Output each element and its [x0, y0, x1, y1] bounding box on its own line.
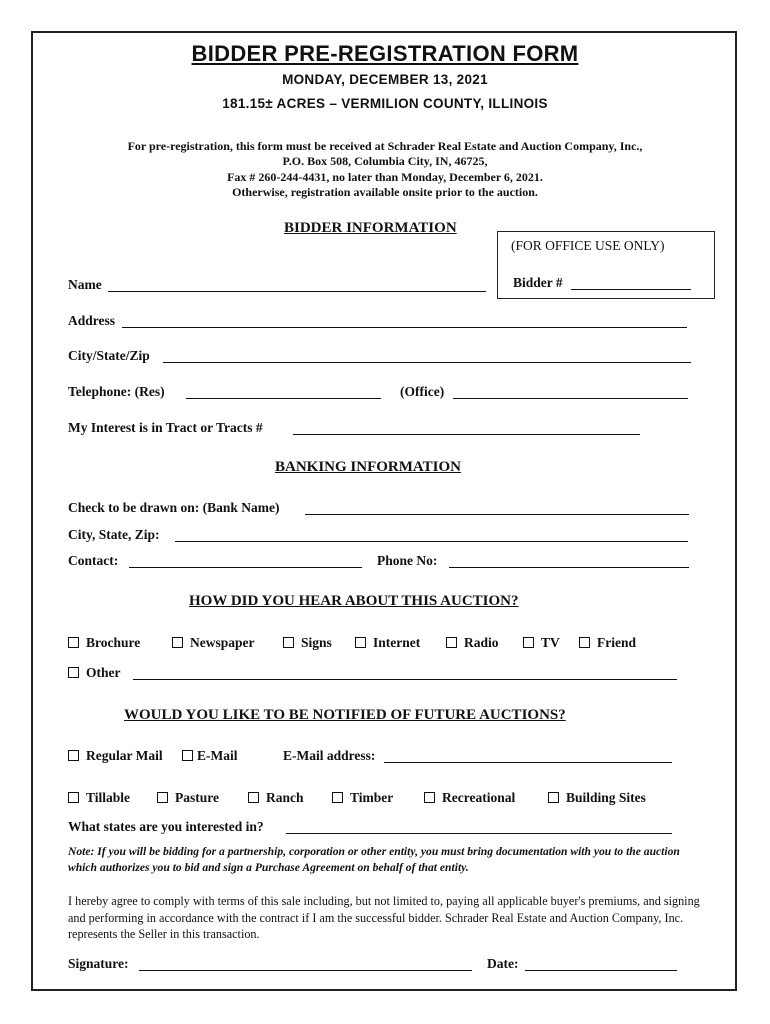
checkbox-icon[interactable] — [579, 637, 590, 648]
email-address-label: E-Mail address: — [283, 748, 376, 763]
telephone-office-label: (Office) — [400, 384, 445, 399]
telephone-res-label: Telephone: (Res) — [68, 384, 165, 399]
telephone-res-field[interactable] — [186, 398, 381, 399]
bank-city-field[interactable] — [175, 541, 688, 542]
telephone-office-field[interactable] — [453, 398, 688, 399]
checkbox-icon[interactable] — [157, 792, 168, 803]
office-use-label: (FOR OFFICE USE ONLY) — [511, 238, 665, 253]
states-field[interactable] — [286, 833, 672, 834]
hear-heading: HOW DID YOU HEAR ABOUT THIS AUCTION? — [189, 593, 519, 609]
checkbox-icon[interactable] — [248, 792, 259, 803]
checkbox-radio[interactable]: Radio — [446, 635, 499, 651]
checkbox-friend[interactable]: Friend — [579, 635, 636, 651]
city-state-zip-field[interactable] — [163, 362, 691, 363]
contact-label: Contact: — [68, 553, 119, 568]
checkbox-icon[interactable] — [355, 637, 366, 648]
signature-label: Signature: — [68, 956, 129, 971]
checkbox-icon[interactable] — [523, 637, 534, 648]
tract-interest-field[interactable] — [293, 434, 640, 435]
checkbox-building-sites[interactable]: Building Sites — [548, 790, 646, 806]
checkbox-icon[interactable] — [68, 667, 79, 678]
intro-line: For pre-registration, this form must be received at Schrader Real Estate and Auction Company, Inc., — [127, 139, 643, 153]
email-address-field[interactable] — [384, 762, 672, 763]
checkbox-icon[interactable] — [548, 792, 559, 803]
intro-line: Otherwise, registration available onsite prior to the auction. — [232, 184, 538, 199]
checkbox-brochure[interactable]: Brochure — [68, 635, 140, 651]
checkbox-icon[interactable] — [283, 637, 294, 648]
address-label: Address — [68, 313, 116, 328]
states-label: What states are you interested in? — [68, 819, 264, 834]
auction-date: MONDAY, DECEMBER 13, 2021 — [282, 72, 488, 87]
bank-city-label: City, State, Zip: — [68, 527, 160, 542]
contact-field[interactable] — [129, 567, 362, 568]
checkbox-tillable[interactable]: Tillable — [68, 790, 130, 806]
city-state-zip-label: City/State/Zip — [68, 348, 150, 363]
bidder-number-field[interactable] — [571, 289, 691, 290]
tract-interest-label: My Interest is in Tract or Tracts # — [68, 420, 263, 435]
bank-name-field[interactable] — [305, 514, 689, 515]
office-use-box — [497, 231, 715, 299]
address-field[interactable] — [122, 327, 687, 328]
checkbox-recreational[interactable]: Recreational — [424, 790, 515, 806]
checkbox-icon[interactable] — [172, 637, 183, 648]
other-field[interactable] — [133, 679, 677, 680]
bidder-number-label: Bidder # — [513, 275, 563, 290]
intro-line: Fax # 260-244-4431, no later than Monday, December 6, 2021. — [227, 169, 543, 184]
bank-name-label: Check to be drawn on: (Bank Name) — [68, 500, 280, 515]
agreement-text: I hereby agree to comply with terms of this sale including, but not limited to, paying all applicable buyer's premiums, and signing and performing in accordance with the contract if I am the successful bidder. Schrader Real Estate and Auction Company, Inc. represents the Seller in this transaction. — [68, 894, 700, 941]
checkbox-icon[interactable] — [446, 637, 457, 648]
checkbox-regular-mail[interactable]: Regular Mail — [68, 748, 163, 764]
name-label: Name — [68, 277, 102, 292]
banking-heading: BANKING INFORMATION — [275, 459, 461, 475]
checkbox-signs[interactable]: Signs — [283, 635, 332, 651]
date-field[interactable] — [525, 970, 677, 971]
checkbox-pasture[interactable]: Pasture — [157, 790, 219, 806]
checkbox-tv[interactable]: TV — [523, 635, 560, 651]
checkbox-icon[interactable] — [182, 750, 193, 761]
phone-field[interactable] — [449, 567, 689, 568]
checkbox-icon[interactable] — [68, 637, 79, 648]
checkbox-icon[interactable] — [68, 750, 79, 761]
checkbox-timber[interactable]: Timber — [332, 790, 393, 806]
name-field[interactable] — [108, 291, 486, 292]
intro-text — [60, 139, 710, 200]
checkbox-icon[interactable] — [332, 792, 343, 803]
signature-field[interactable] — [139, 970, 472, 971]
phone-label: Phone No: — [377, 553, 438, 568]
checkbox-icon[interactable] — [68, 792, 79, 803]
checkbox-internet[interactable]: Internet — [355, 635, 420, 651]
intro-line: P.O. Box 508, Columbia City, IN, 46725, — [282, 154, 488, 169]
bidder-info-heading: BIDDER INFORMATION — [284, 220, 457, 236]
checkbox-newspaper[interactable]: Newspaper — [172, 635, 255, 651]
checkbox-other[interactable]: Other — [68, 665, 121, 681]
note-text: Note: If you will be bidding for a partnership, corporation or other entity, you must bring documentation with you to the auction which authorizes you to bid and sign a Purchase Agreement on behalf of that entity. — [68, 845, 680, 874]
auction-acres: 181.15± ACRES – VERMILION COUNTY, ILLINOIS — [222, 96, 548, 111]
checkbox-icon[interactable] — [424, 792, 435, 803]
notify-heading: WOULD YOU LIKE TO BE NOTIFIED OF FUTURE AUCTIONS? — [124, 707, 566, 723]
checkbox-email[interactable]: E-Mail — [182, 748, 238, 764]
form-title: BIDDER PRE-REGISTRATION FORM — [191, 41, 579, 66]
date-label: Date: — [487, 956, 519, 971]
checkbox-ranch[interactable]: Ranch — [248, 790, 304, 806]
